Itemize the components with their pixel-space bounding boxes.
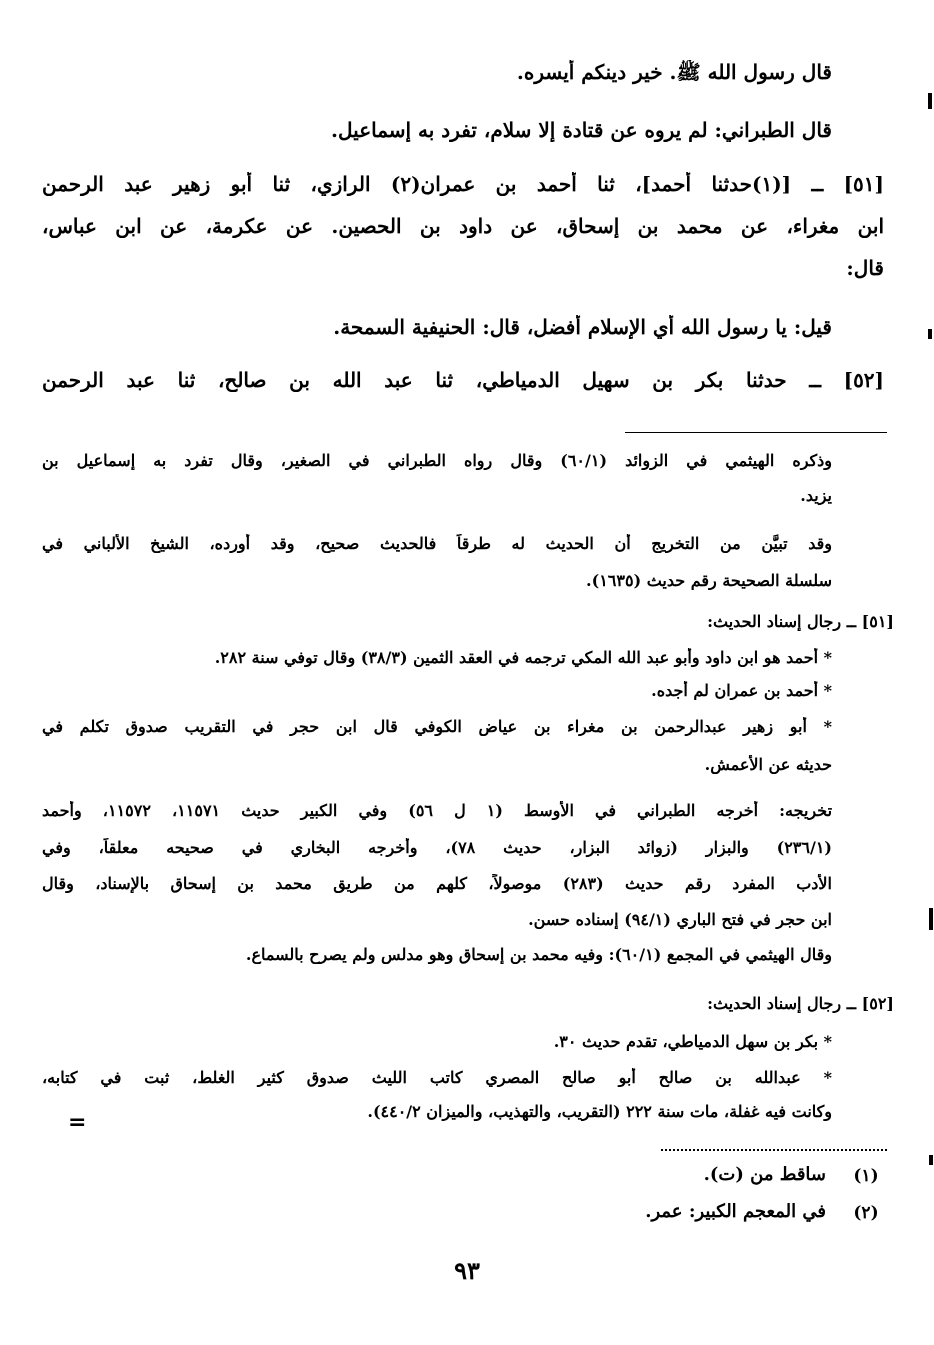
main-line-2: قال الطبراني: لم يروه عن قتادة إلا سلام، تفرد به إسماعيل. <box>331 118 832 142</box>
footnote-1-text: ساقط من (ت). <box>703 1164 826 1185</box>
note-line-18: وكانت فيه غفلة، مات سنة ٢٢٢ (التقريب، والتهذيب، والميزان ٤٤٠/٢). <box>367 1102 832 1121</box>
main-line-4: ابن مغراء، عن محمد بن إسحاق، عن داود بن الحصين. عن عكرمة، عن ابن عباس، <box>42 214 884 238</box>
note-line-8: * أبو زهير عبدالرحمن بن مغراء بن عياض الكوفي قال ابن حجر في التقريب صدوق تكلم في <box>42 717 832 736</box>
footnote-1-number: (١) <box>853 1166 879 1186</box>
footnote-2-text: في المعجم الكبير: عمر. <box>645 1201 826 1222</box>
scan-edge-mark <box>929 1155 933 1165</box>
page-number: ٩٣ <box>454 1256 480 1285</box>
hadith-52-heading: [٥٢] ــ حدثنا بكر بن سهيل الدمياطي، ثنا عبد الله بن صالح، ثنا عبد الرحمن <box>42 368 884 392</box>
note-line-16: * بكر بن سهل الدمياطي، تقدم حديث ٣٠. <box>553 1032 832 1051</box>
narrators-52-heading: [٥٢] ــ رجال إسناد الحديث: <box>707 994 894 1013</box>
main-line-6: قيل: يا رسول الله أي الإسلام أفضل، قال: الحنيفية السمحة. <box>333 315 832 339</box>
note-line-10: تخريجه: أخرجه الطبراني في الأوسط (١ ل ٥٦) وفي الكبير حديث ١١٥٧١، ١١٥٧٢، وأحمد <box>42 801 832 820</box>
note-line-13: ابن حجر في فتح الباري (٩٤/١) إسناده حسن. <box>528 910 832 929</box>
note-line-17: * عبدالله بن صالح أبو صالح المصري كاتب الليث صدوق كثير الغلط، ثبت في كتابه، <box>42 1068 832 1087</box>
footnote-separator <box>661 1149 887 1151</box>
note-line-6: * أحمد هو ابن داود وأبو عبد الله المكي ترجمه في العقد الثمين (٣٨/٣) وقال توفي سنة ٢٨٢. <box>214 648 832 667</box>
note-line-12: الأدب المفرد رقم حديث (٢٨٣) موصولاً، كلهم من طريق محمد بن إسحاق بالإسناد، وقال <box>42 874 832 893</box>
notes-separator <box>625 432 887 433</box>
scan-edge-mark <box>928 93 932 109</box>
footnote-2-number: (٢) <box>853 1203 879 1223</box>
note-line-2: يزيد. <box>800 486 832 505</box>
narrators-51-heading: [٥١] ــ رجال إسناد الحديث: <box>707 612 894 631</box>
note-line-14: وقال الهيثمي في المجمع (٦٠/١): وفيه محمد بن إسحاق وهو مدلس ولم يصرح بالسماع. <box>245 945 832 964</box>
main-line-5: قال: <box>846 256 884 280</box>
note-line-7: * أحمد بن عمران لم أجده. <box>651 681 832 700</box>
scan-edge-mark <box>928 329 932 339</box>
scan-edge-mark <box>929 908 933 930</box>
main-line-1: قال رسول الله ﷺ. خير دينكم أيسره. <box>516 60 832 84</box>
note-line-4: سلسلة الصحيحة رقم حديث (١٦٣٥). <box>586 571 832 590</box>
note-line-9: حديثه عن الأعمش. <box>704 755 832 774</box>
note-line-3: وقد تبيَّن من التخريج أن الحديث له طرقاً فالحديث صحيح، وقد أورده، الشيخ الألباني في <box>42 534 832 553</box>
note-line-1: وذكره الهيثمي في الزوائد (٦٠/١) وقال رواه الطبراني في الصغير، وقال تفرد به إسماعيل بن <box>42 451 832 470</box>
hadith-51-heading: [٥١] ــ [(١)حدثنا أحمد]، ثنا أحمد بن عمران(٢) الرازي، ثنا أبو زهير عبد الرحمن <box>42 172 884 196</box>
continuation-mark: = <box>68 1110 87 1135</box>
note-line-11: (٢٣٦/١) والبزار (زوائد البزار، حديث ٧٨)، وأخرجه البخاري في صحيحه معلقاً، وفي <box>42 838 832 857</box>
